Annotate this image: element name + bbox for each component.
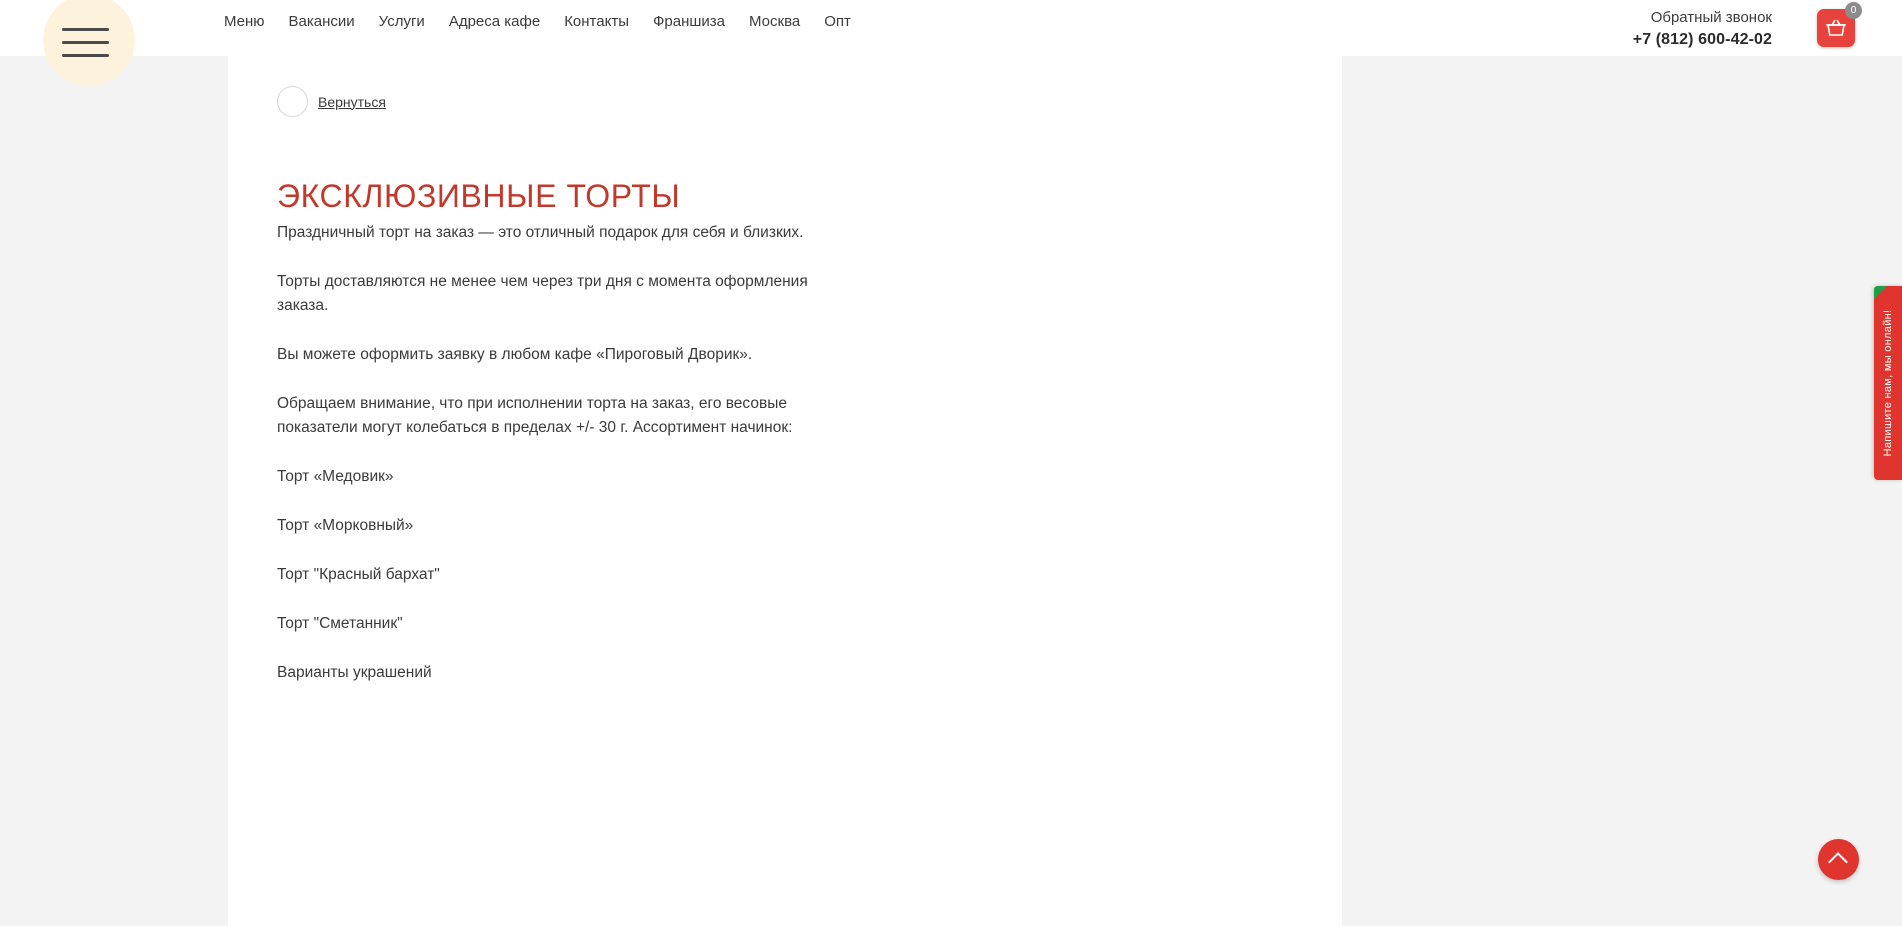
- nav-item-franchise[interactable]: Франшиза: [652, 13, 725, 30]
- back-arrow-icon[interactable]: [277, 86, 308, 117]
- right-gutter: [1342, 0, 1902, 926]
- back-link[interactable]: Вернуться: [318, 93, 386, 110]
- paragraph: Обращаем внимание, что при исполнении торта на заказ, его весовые показатели могут колебаться в пределах +/- 30 г. Ассортимент начинок:: [277, 395, 793, 436]
- nav-item-vacancies[interactable]: Вакансии: [288, 13, 355, 30]
- callback-block: [1633, 7, 1772, 51]
- paragraph: Торты доставляются не менее чем через три дня с момента оформления заказа.: [277, 273, 808, 314]
- online-chat-tab[interactable]: [1874, 286, 1902, 480]
- phone-number[interactable]: +7 (812) 600-42-02: [1632, 31, 1772, 48]
- nav-item-moscow[interactable]: Москва: [749, 13, 801, 30]
- scroll-to-top-button[interactable]: [1818, 839, 1859, 880]
- cart-button[interactable]: [1817, 5, 1857, 47]
- paragraph: Торт "Красный бархат": [277, 566, 440, 583]
- paragraph: Торт «Медовик»: [277, 468, 394, 485]
- nav-item-services[interactable]: Услуги: [378, 13, 425, 30]
- main-navigation: [224, 12, 851, 32]
- paragraph: Торт "Сметанник": [277, 615, 403, 632]
- cart-count-badge: 0: [1845, 2, 1862, 19]
- site-header: [0, 0, 1902, 56]
- online-chat-label: Напишите нам, мы онлайн!: [1882, 309, 1894, 457]
- paragraph: Варианты украшений: [277, 664, 432, 681]
- article-body: [277, 221, 837, 710]
- shopping-basket-icon: [1826, 19, 1846, 37]
- callback-link[interactable]: Обратный звонок: [1650, 9, 1772, 26]
- hamburger-line: [62, 28, 109, 31]
- chat-corner-marker-icon: [1874, 286, 1887, 299]
- nav-item-menu[interactable]: Меню: [224, 13, 265, 30]
- nav-item-wholesale[interactable]: Опт: [824, 13, 851, 30]
- paragraph: Торт «Морковный»: [277, 517, 414, 534]
- main-content: [228, 56, 1342, 926]
- paragraph: Праздничный торт на заказ — это отличный подарок для себя и близких.: [277, 224, 804, 241]
- hamburger-menu-icon[interactable]: [62, 28, 109, 57]
- hamburger-line: [62, 41, 109, 44]
- page-title: ЭКСКЛЮЗИВНЫЕ ТОРТЫ: [277, 178, 681, 215]
- hamburger-line: [62, 54, 109, 57]
- nav-item-contacts[interactable]: Контакты: [564, 13, 629, 30]
- paragraph: Вы можете оформить заявку в любом кафе «Пироговый Дворик».: [277, 346, 753, 363]
- nav-item-cafes[interactable]: Адреса кафе: [448, 13, 541, 30]
- left-gutter: [0, 0, 228, 926]
- arrow-up-icon: [1828, 852, 1848, 872]
- back-row: [277, 86, 386, 117]
